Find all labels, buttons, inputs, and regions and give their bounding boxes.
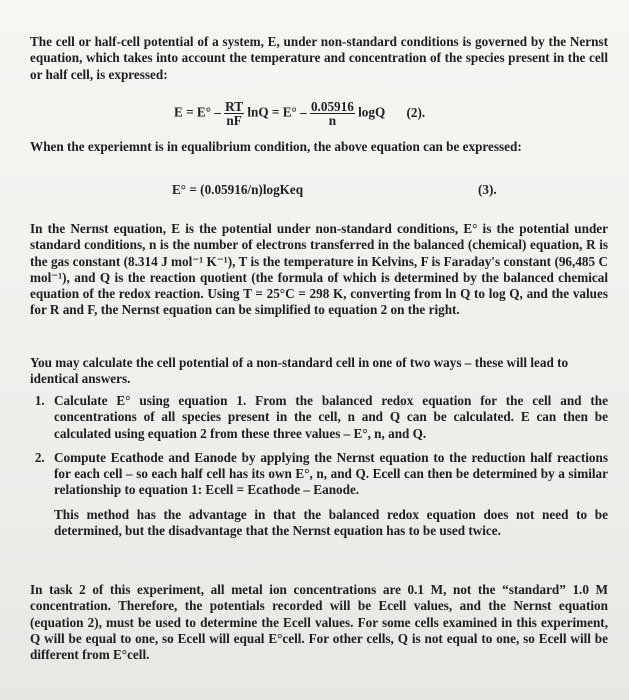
eq2-label: (2). (406, 104, 426, 120)
eq2-constant-fraction (310, 100, 355, 127)
item2b-text: This method has the advantage in that the balanced redox equation does not need to be determined, but the disadvantage that the Nernst equation has to be used twice. (54, 506, 608, 539)
item1-text: Calculate E° using equation 1. From the balanced redox equation for the cell and the concentrations of all species present in the cell, n and Q can be calculated. E can then be calculated using equation 2 from these three values – E°, n, and Q. (54, 393, 608, 441)
method-list (26, 393, 608, 539)
item2a-text: Compute Ecathode and Eanode by applying the Nernst equation to the reduction half reactions for each cell – so each half cell has its own E°, n, and Q. Ecell can then be determined by a similar relationship to equation 1: Ecell = Ecathode – Eanode. (54, 449, 608, 498)
task2-paragraph (30, 582, 608, 663)
eq3-text: E° = (0.05916/n)logKeq (172, 182, 304, 197)
nernst-text: In the Nernst equation, E is the potential under non-standard conditions, E° is the potential under standard conditions, n is the number of electrons transferred in the balanced (chemical) equation, R is the gas constant (8.314 J mol⁻¹ K⁻¹), T is the temperature in Kelvins, F is Faraday's constant (96,485 C mol⁻¹), and Q is the reaction quotient (the formula of which is determined by the balanced chemical equation of the redox reaction. Using T = 25°C = 298 K, converting from ln Q to log Q, and the values for R and F, the Nernst equation can be simplified to equation 2 on the right. (30, 221, 608, 318)
eq2-constant-denominator: n (328, 113, 337, 128)
intro-text: The cell or half-cell potential of a system, E, under non-standard conditions is governed by the Nernst equation, which takes into account the temperature and concentration of the species present in the cell or half cell, is expressed: (30, 34, 608, 82)
two-ways-paragraph (30, 355, 608, 388)
method-list-wrap (26, 393, 608, 547)
two-ways-text: You may calculate the cell potential of a non-standard cell in one of two ways – these will lead to identical answers. (30, 355, 569, 387)
list-item (48, 450, 608, 539)
equilibrium-text: When the experiemnt is in equalibrium condition, the above equation can be expressed: (30, 139, 522, 154)
eq2-rt-numerator: RT (225, 99, 244, 114)
eq2-constant-numerator: 0.05916 (310, 99, 354, 114)
eq2-lhs: E = E° – (174, 104, 221, 120)
task2-text: In task 2 of this experiment, all metal ion concentrations are 0.1 M, not the “standard” 1.0 M concentration. Therefore, the potentials recorded will be Ecell values, and the Nernst equation (equation 2), must be used to determine the Ecell values. For some cells examined in this experiment, Q will be equal to one, so Ecell will equal E°cell. For other cells, Q is not equal to one, so Ecell will be different from E°cell. (30, 582, 608, 663)
eq2-tail: logQ (358, 104, 386, 120)
equation-3 (172, 182, 303, 198)
equilibrium-paragraph (30, 139, 608, 155)
eq3-label: (3). (478, 182, 497, 197)
equation-3-label-wrap (478, 182, 497, 198)
nernst-paragraph (30, 221, 608, 319)
eq2-mid: lnQ = E° – (247, 104, 307, 120)
equation-2 (174, 100, 425, 127)
eq2-rt-fraction (224, 100, 244, 127)
eq2-rt-denominator: nF (226, 113, 242, 128)
list-item (48, 393, 608, 442)
intro-paragraph (30, 34, 608, 83)
